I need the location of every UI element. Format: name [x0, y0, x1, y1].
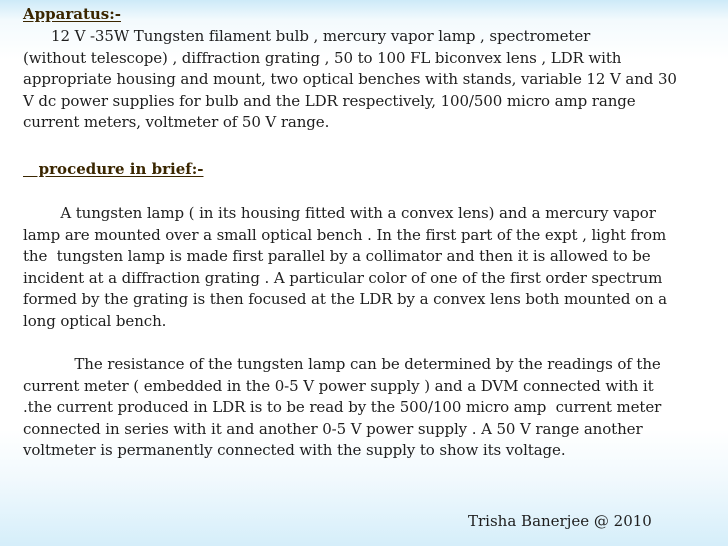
text-line: connected in series with it and another 0-5 V power supply . A 50 V range another: [23, 419, 643, 438]
text-line: lamp are mounted over a small optical bench . In the first part of the expt , light from: [23, 225, 667, 244]
text-line: The resistance of the tungsten lamp can be determined by the readings of the: [23, 355, 661, 373]
procedure-heading: procedure in brief:-: [23, 160, 204, 178]
text-line: V dc power supplies for bulb and the LDR respectively, 100/500 micro amp range: [23, 91, 636, 110]
text-line: 12 V -35W Tungsten filament bulb , mercury vapor lamp , spectrometer: [23, 27, 591, 45]
text-line: .the current produced in LDR is to be read by the 500/100 micro amp current meter: [23, 398, 662, 416]
text-line: (without telescope) , diffraction grating , 50 to 100 FL biconvex lens , LDR with: [23, 48, 622, 67]
text-line: current meters, voltmeter of 50 V range.: [23, 113, 330, 131]
text-line: long optical bench.: [23, 311, 167, 330]
text-line: current meter ( embedded in the 0-5 V power supply ) and a DVM connected with it: [23, 376, 654, 395]
text-line: formed by the grating is then focused at the LDR by a convex lens both mounted on a: [23, 290, 668, 308]
text-line: incident at a diffraction grating . A particular color of one of the first order spectrum: [23, 268, 663, 287]
apparatus-heading: Apparatus:-: [23, 5, 121, 23]
text-line: A tungsten lamp ( in its housing fitted with a convex lens) and a mercury vapor: [23, 204, 656, 222]
author-signature: Trisha Banerjee @ 2010: [468, 512, 652, 530]
text-line: appropriate housing and mount, two optical benches with stands, variable 12 V and 30: [23, 70, 677, 88]
text-line: the tungsten lamp is made first parallel by a collimator and then it is allowed to be: [23, 247, 651, 265]
text-line: voltmeter is permanently connected with the supply to show its voltage.: [23, 441, 566, 459]
